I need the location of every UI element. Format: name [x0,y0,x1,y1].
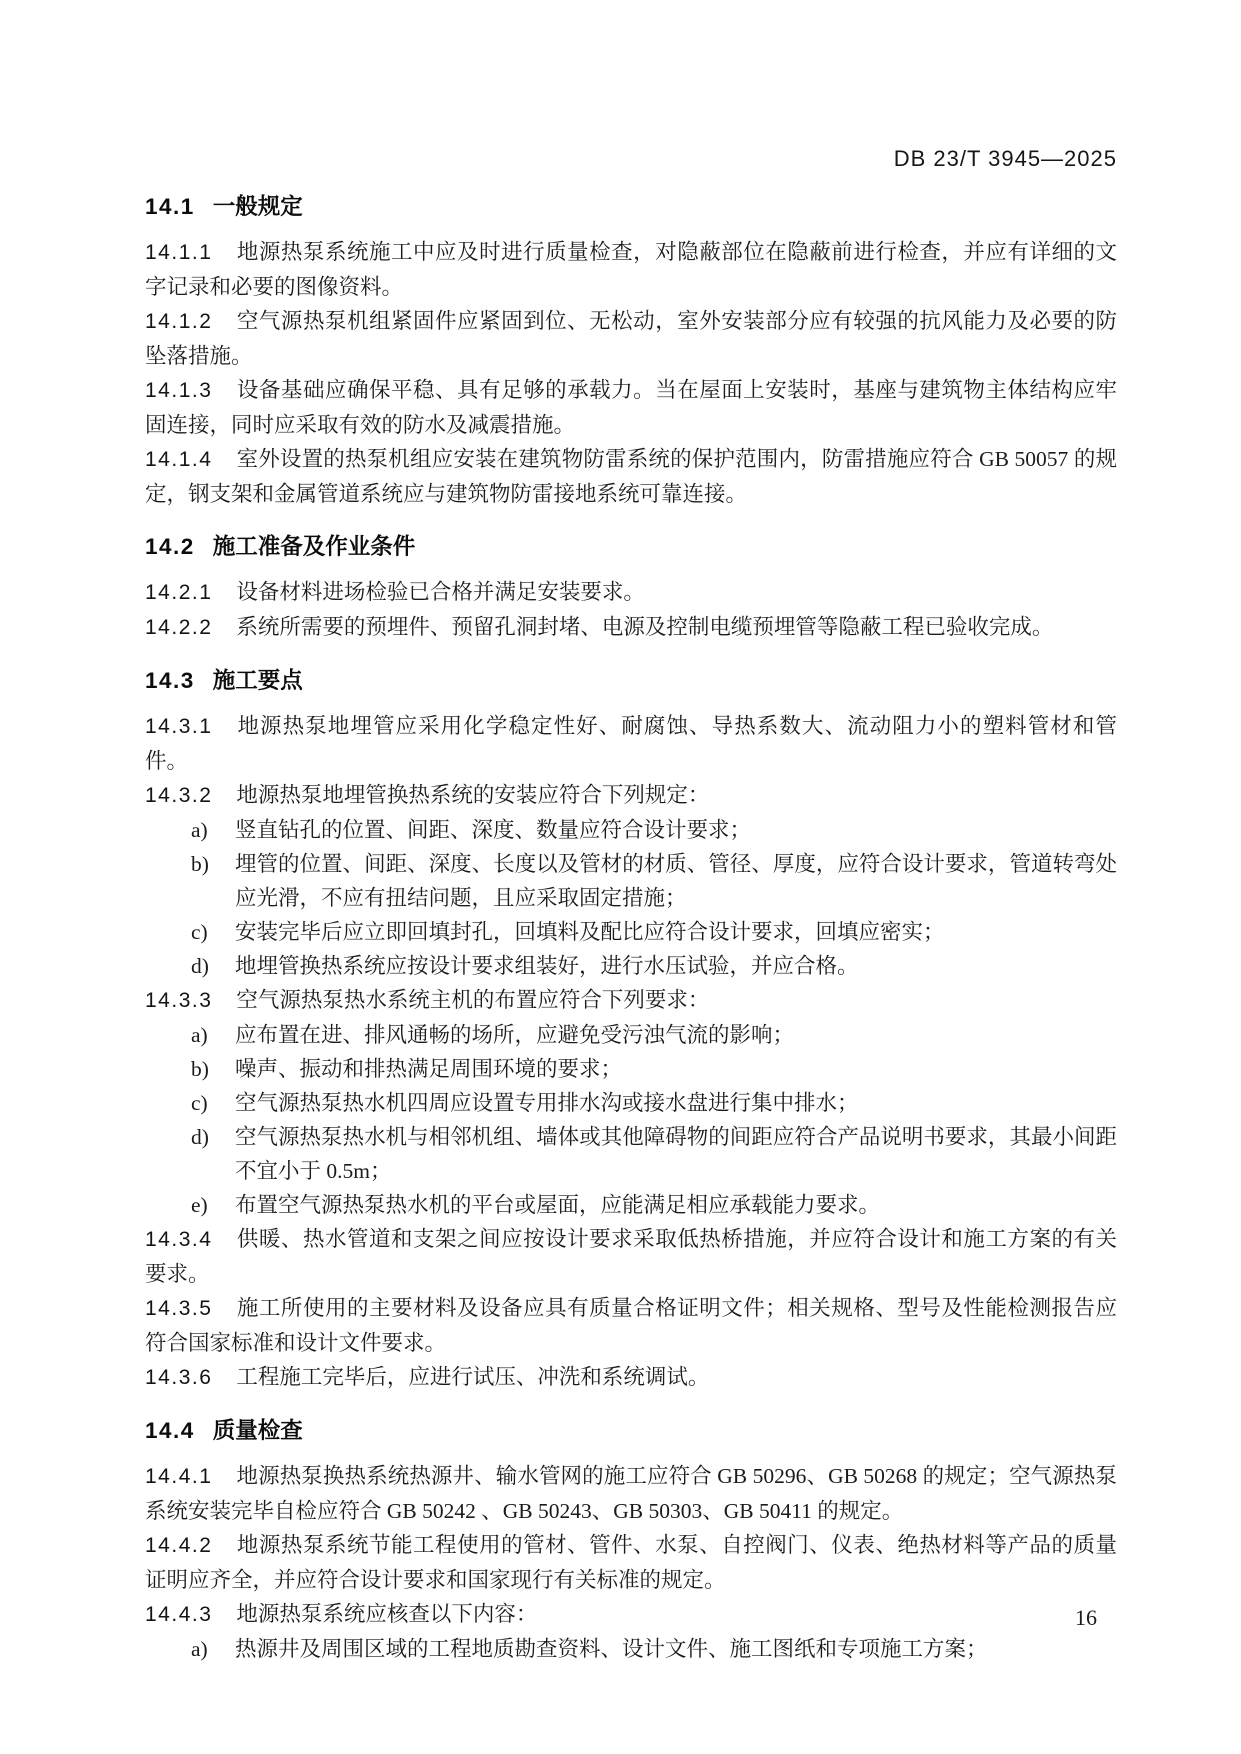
item-text: 布置空气源热泵热水机的平台或屋面，应能满足相应承载能力要求。 [235,1193,881,1217]
clause-text: 工程施工完毕后，应进行试压、冲洗和系统调试。 [236,1365,710,1389]
clause-text: 地源热泵系统施工中应及时进行质量检查，对隐蔽部位在隐蔽前进行检查，并应有详细的文字记录和必要的图像资料。 [145,240,1117,299]
item-text: 应布置在进、排风通畅的场所，应避免受污浊气流的影响； [235,1023,795,1047]
clause-14-1-4 [145,442,1117,511]
list-item-b [145,1052,1117,1086]
clause-number: 14.3.4 [145,1228,213,1251]
section-heading-14-4 [145,1416,1117,1446]
section-number: 14.4 [145,1418,195,1443]
list-item-c [145,915,1117,949]
document-header [145,147,1117,171]
item-text: 竖直钻孔的位置、间距、深度、数量应符合设计要求； [235,818,752,842]
list-item-d [145,949,1117,983]
list-item-d [145,1120,1117,1188]
standard-number: DB 23/T 3945—2025 [893,146,1117,171]
clause-number: 14.1.3 [145,379,213,402]
clause-text: 施工所使用的主要材料及设备应具有质量合格证明文件；相关规格、型号及性能检测报告应符合国家标准和设计文件要求。 [145,1296,1117,1355]
item-text: 安装完毕后应立即回填封孔，回填料及配比应符合设计要求，回填应密实； [235,920,945,944]
clause-text: 室外设置的热泵机组应安装在建筑物防雷系统的保护范围内，防雷措施应符合 GB 50057 的规定，钢支架和金属管道系统应与建筑物防雷接地系统可靠连接。 [145,447,1117,506]
section-number: 14.2 [145,534,195,559]
section-title: 施工准备及作业条件 [212,534,416,559]
section-heading-14-1 [145,192,1117,222]
section-heading-14-2 [145,532,1117,562]
clause-number: 14.3.2 [145,784,213,807]
clause-14-3-5 [145,1291,1117,1360]
section-heading-14-3 [145,666,1117,696]
item-text: 空气源热泵热水机与相邻机组、墙体或其他障碍物的间距应符合产品说明书要求，其最小间距不宜小于 0.5m； [235,1125,1117,1183]
clause-number: 14.1.2 [145,310,213,333]
section-title: 质量检查 [212,1418,303,1443]
clause-number: 14.4.1 [145,1465,213,1488]
clause-number: 14.4.2 [145,1534,213,1557]
clause-number: 14.1.4 [145,448,213,471]
clause-14-3-3 [145,983,1117,1018]
page-number: 16 [1075,1605,1097,1630]
list-item-a [145,1632,1117,1666]
item-text: 噪声、振动和排热满足周围环境的要求； [235,1057,623,1081]
clause-14-3-1 [145,709,1117,778]
item-marker: b) [191,1057,209,1081]
item-marker: c) [191,1091,208,1115]
clause-14-4-3 [145,1597,1117,1632]
item-text: 空气源热泵热水机四周应设置专用排水沟或接水盘进行集中排水； [235,1091,859,1115]
clause-text: 地源热泵系统应核查以下内容： [236,1602,538,1626]
item-marker: b) [191,852,209,876]
list-item-a [145,1018,1117,1052]
clause-number: 14.2.1 [145,581,213,604]
clause-14-1-3 [145,373,1117,442]
section-number: 14.1 [145,194,195,219]
clause-14-3-6 [145,1360,1117,1395]
clause-14-3-2 [145,778,1117,813]
item-marker: c) [191,920,208,944]
clause-14-1-1 [145,235,1117,304]
clause-text: 空气源热泵热水系统主机的布置应符合下列要求： [236,988,710,1012]
clause-number: 14.3.3 [145,989,213,1012]
list-item-b [145,847,1117,915]
clause-text: 系统所需要的预埋件、预留孔洞封堵、电源及控制电缆预埋管等隐蔽工程已验收完成。 [236,615,1054,639]
list-item-c [145,1086,1117,1120]
clause-14-4-1 [145,1459,1117,1528]
section-title: 一般规定 [212,194,303,219]
item-text: 地埋管换热系统应按设计要求组装好，进行水压试验，并应合格。 [235,954,859,978]
clause-number: 14.4.3 [145,1603,213,1626]
clause-number: 14.3.5 [145,1297,213,1320]
section-title: 施工要点 [212,668,303,693]
clause-text: 供暖、热水管道和支架之间应按设计要求采取低热桥措施，并应符合设计和施工方案的有关要求。 [145,1227,1117,1286]
clause-14-4-2 [145,1528,1117,1597]
clause-number: 14.2.2 [145,616,213,639]
list-item-a [145,813,1117,847]
clause-14-2-1 [145,575,1117,610]
clause-number: 14.3.6 [145,1366,213,1389]
clause-number: 14.1.1 [145,241,213,264]
list-item-e [145,1188,1117,1222]
item-text: 热源井及周围区域的工程地质勘查资料、设计文件、施工图纸和专项施工方案； [235,1637,988,1661]
clause-text: 地源热泵地埋管换热系统的安装应符合下列规定： [236,783,710,807]
item-marker: d) [191,954,209,978]
item-marker: a) [191,1637,208,1661]
clause-text: 设备基础应确保平稳、具有足够的承载力。当在屋面上安装时，基座与建筑物主体结构应牢固连接，同时应采取有效的防水及减震措施。 [145,378,1117,437]
clause-number: 14.3.1 [145,715,213,738]
item-marker: e) [191,1193,208,1217]
clause-14-2-2 [145,610,1117,645]
item-marker: a) [191,818,208,842]
item-marker: a) [191,1023,208,1047]
clause-text: 地源热泵地埋管应采用化学稳定性好、耐腐蚀、导热系数大、流动阻力小的塑料管材和管件。 [145,714,1117,773]
clause-14-3-4 [145,1222,1117,1291]
clause-text: 地源热泵系统节能工程使用的管材、管件、水泵、自控阀门、仪表、绝热材料等产品的质量证明应齐全，并应符合设计要求和国家现行有关标准的规定。 [145,1533,1117,1592]
section-number: 14.3 [145,668,195,693]
clause-text: 设备材料进场检验已合格并满足安装要求。 [236,580,645,604]
clause-14-1-2 [145,304,1117,373]
clause-text: 地源热泵换热系统热源井、输水管网的施工应符合 GB 50296、GB 50268 的规定；空气源热泵系统安装完毕自检应符合 GB 50242 、GB 50243、GB 50303、GB 50411 的规定。 [145,1464,1117,1523]
clause-text: 空气源热泵机组紧固件应紧固到位、无松动，室外安装部分应有较强的抗风能力及必要的防坠落措施。 [145,309,1117,368]
item-marker: d) [191,1125,209,1149]
item-text: 埋管的位置、间距、深度、长度以及管材的材质、管径、厚度，应符合设计要求，管道转弯处应光滑，不应有扭结问题，且应采取固定措施； [235,852,1117,910]
